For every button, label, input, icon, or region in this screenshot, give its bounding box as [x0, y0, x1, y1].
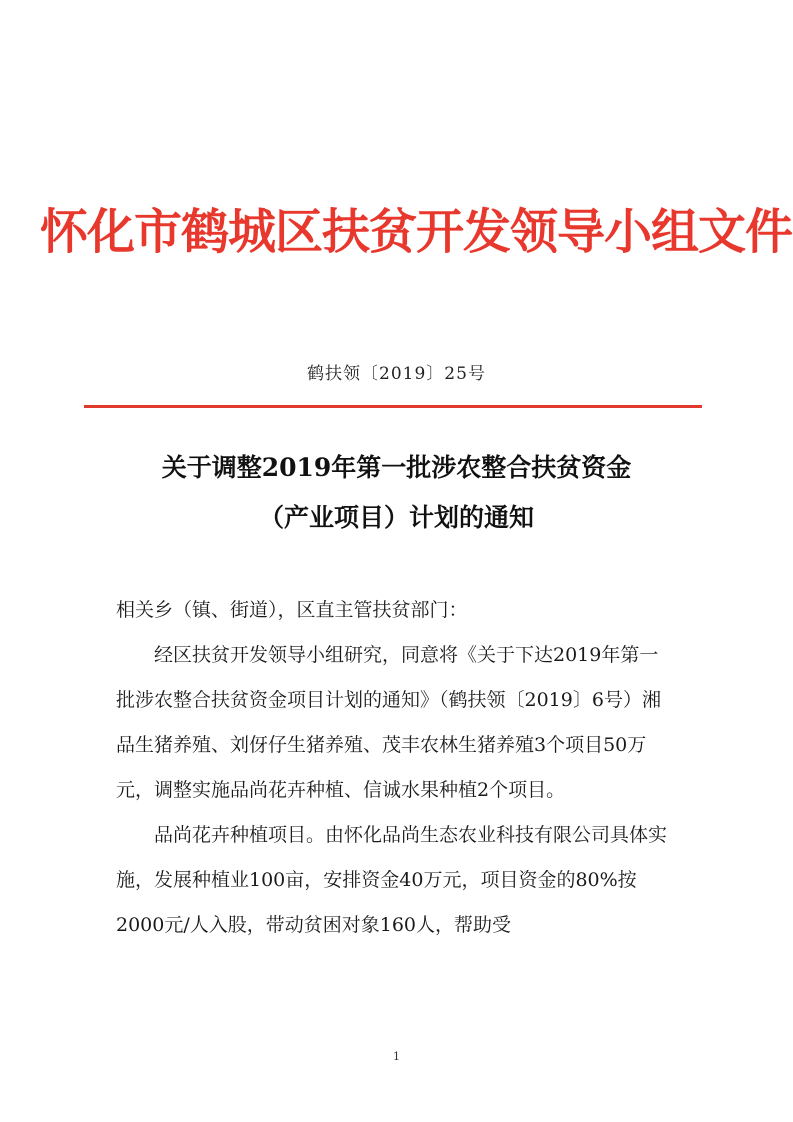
body-paragraph-1: 经区扶贫开发领导小组研究，同意将《关于下达2019年第一批涉农整合扶贫资金项目计划的通知》（鹤扶领〔2019〕6号）湘品生猪养殖、刘伢仔生猪养殖、茂丰农林生猪养殖3个项目50万元，调整实施品尚花卉种植、信诚水果种植2个项目。: [116, 644, 661, 801]
issuing-authority-header: 怀化市鹤城区扶贫开发领导小组文件: [40, 204, 793, 260]
salutation: 相关乡（镇、街道），区直主管扶贫部门：: [116, 599, 468, 621]
document-number: 鹤扶领〔2019〕25号: [307, 364, 486, 384]
notice-title-line-2: （产业项目）计划的通知: [258, 503, 534, 532]
red-divider-line: [84, 405, 702, 408]
page-number: 1: [393, 1050, 400, 1063]
document-body: [116, 588, 676, 948]
body-paragraph-2: 品尚花卉种植项目。由怀化品尚生态农业科技有限公司具体实施，发展种植业100亩，安排资金40万元，项目资金的80%按2000元/人入股，带动贫困对象160人，帮助受: [116, 824, 668, 936]
notice-title-line-1: 关于调整2019年第一批涉农整合扶贫资金: [161, 453, 632, 482]
notice-title: [60, 443, 733, 543]
